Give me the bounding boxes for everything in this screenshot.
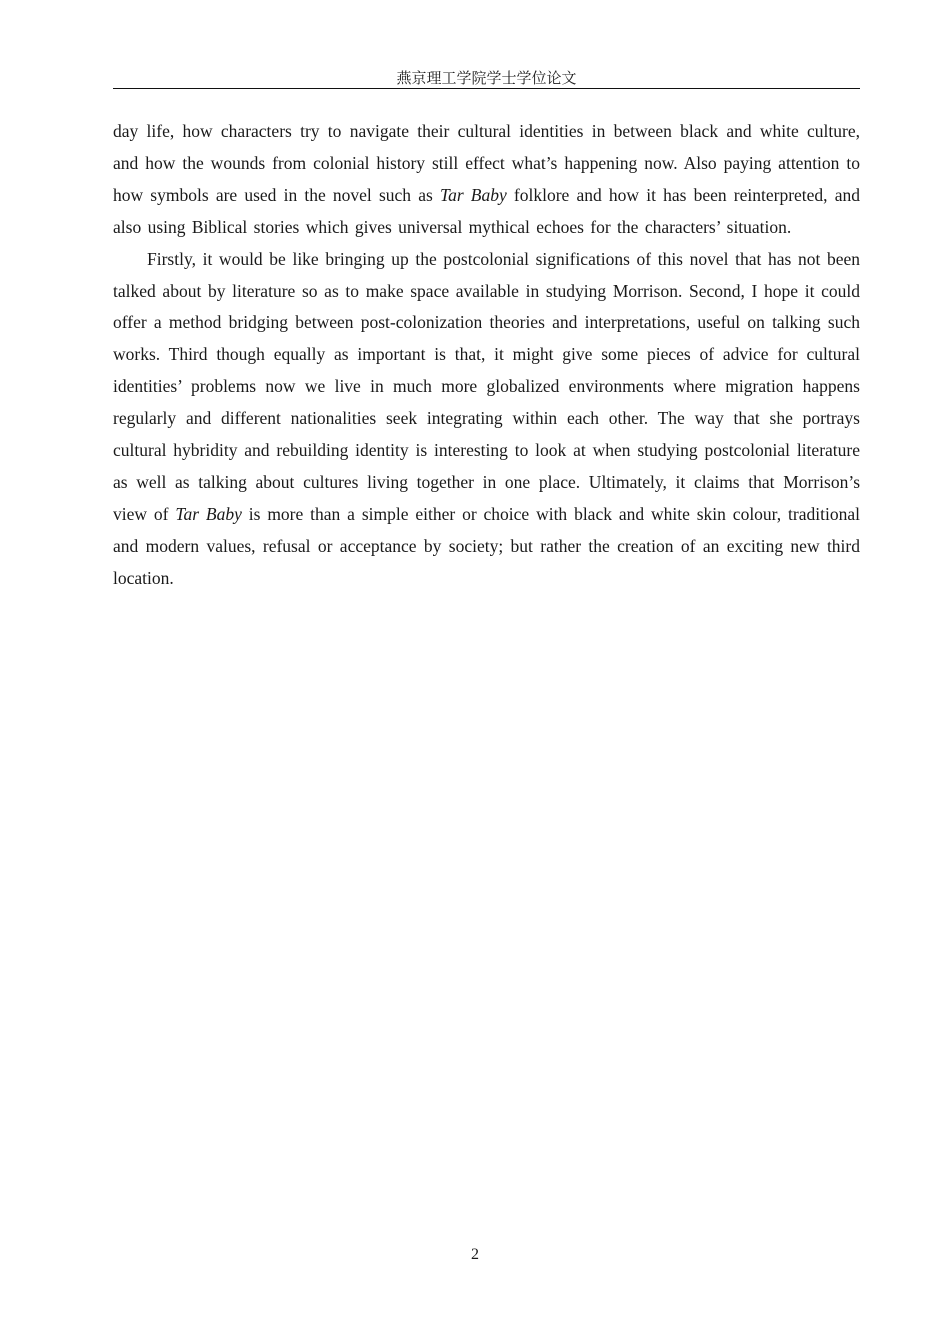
novel-title-italic: Tar Baby (175, 503, 242, 524)
page-number: 2 (471, 1246, 479, 1263)
paragraph-1-text-2: folklore and how it has been reinterpreted, and also using Biblical stories which gives universal mythical echoes for the characters’ situation. (113, 184, 860, 237)
paragraph-1-text-1: day life, how characters try to navigate their cultural identities in between black and white culture, and how the wounds from colonial history still effect what’s happening now. Also paying attention to how symbols are used in the novel such as (113, 121, 860, 205)
paragraph-2 (113, 244, 860, 595)
header-rule (113, 88, 860, 89)
body-text (113, 116, 860, 595)
paragraph-1 (113, 116, 860, 244)
paragraph-2-text-2: is more than a simple either or choice with black and white skin colour, traditional and modern values, refusal or acceptance by society; but rather the creation of an exciting new third location. (113, 503, 860, 588)
page-header: 燕京理工学院学士学位论文 (396, 69, 577, 87)
paragraph-2-text-1: Firstly, it would be like bringing up the postcolonial significations of this novel that has not been talked about by literature so as to make space available in studying Morrison. Second, I hope it could offer a method bridging between post-colonization theories and interpretations, useful on talking such works. Third though equally as important is that, it might give some pieces of advice for cultural identities’ problems now we live in much more globalized environments where migration happens regularly and different nationalities seek integrating within each other. The way that she portrays cultural hybridity and rebuilding identity is interesting to look at when studying postcolonial literature as well as talking about cultures living together in one place. Ultimately, it claims that Morrison’s view of (113, 248, 860, 524)
novel-title-italic: Tar Baby (439, 184, 507, 205)
